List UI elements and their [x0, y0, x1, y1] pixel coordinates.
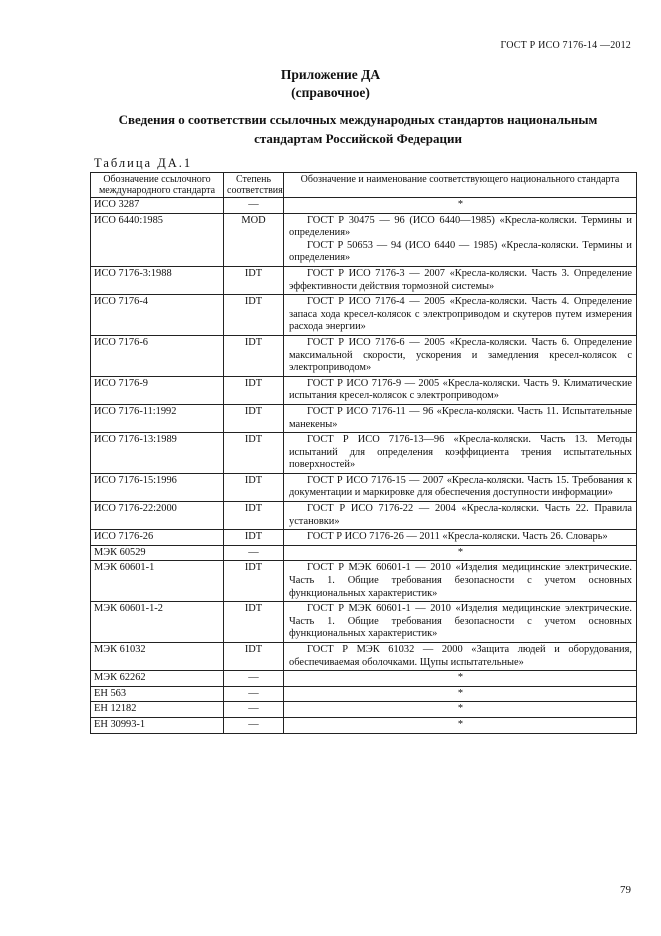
- header-degree: Степень соответствия: [224, 173, 284, 198]
- degree-cell: —: [224, 686, 284, 702]
- table-row: [91, 717, 637, 733]
- degree-cell: IDT: [224, 530, 284, 546]
- national-standard-cell: [284, 335, 637, 376]
- table-row: [91, 335, 637, 376]
- national-standard-cell: [284, 717, 637, 733]
- national-standard-entry: ГОСТ Р МЭК 60601-1 — 2010 «Изделия медицинские электрические. Часть 1. Общие требования безопасности с учетом основных функциональных характеристик»: [289, 603, 632, 640]
- national-standard-cell: [284, 502, 637, 530]
- national-standard-cell: [284, 545, 637, 561]
- ref-standard-cell: ИСО 7176-15:1996: [91, 473, 224, 501]
- standards-table: [90, 172, 637, 734]
- table-row: [91, 602, 637, 643]
- ref-standard-cell: МЭК 60601-1-2: [91, 602, 224, 643]
- ref-standard-cell: ИСО 7176-11:1992: [91, 404, 224, 432]
- national-standard-cell: [284, 530, 637, 546]
- table-row: [91, 686, 637, 702]
- degree-cell: IDT: [224, 266, 284, 294]
- national-standard-cell: [284, 433, 637, 474]
- national-standard-entry: *: [457, 199, 464, 210]
- national-standard-cell: [284, 376, 637, 404]
- table-row: [91, 545, 637, 561]
- annex-heading: [0, 66, 661, 102]
- table-row: [91, 198, 637, 214]
- table-body: [91, 198, 637, 734]
- table-row: [91, 702, 637, 718]
- national-standard-cell: [284, 266, 637, 294]
- ref-standard-cell: ИСО 7176-13:1989: [91, 433, 224, 474]
- annex-title: Приложение ДА: [280, 67, 381, 82]
- table-row: [91, 502, 637, 530]
- table-row: [91, 213, 637, 266]
- ref-standard-cell: МЭК 62262: [91, 671, 224, 687]
- ref-standard-cell: ИСО 6440:1985: [91, 213, 224, 266]
- degree-cell: —: [224, 671, 284, 687]
- ref-standard-cell: ЕН 563: [91, 686, 224, 702]
- degree-cell: IDT: [224, 602, 284, 643]
- ref-standard-cell: ИСО 7176-4: [91, 295, 224, 336]
- table-row: [91, 473, 637, 501]
- degree-cell: IDT: [224, 404, 284, 432]
- national-standard-entry: *: [457, 718, 464, 730]
- degree-cell: —: [224, 717, 284, 733]
- table-row: [91, 295, 637, 336]
- table-row: [91, 404, 637, 432]
- national-standard-entry: ГОСТ Р ИСО 7176-6 — 2005 «Кресла-коляски. Часть 6. Определение максимальной скорости, ускорения и замедления кресел-колясок с электроприводом»: [289, 336, 632, 374]
- national-standard-entry: ГОСТ Р ИСО 7176-9 — 2005 «Кресла-коляски. Часть 9. Климатические испытания кресел-колясок с электроприводом»: [289, 377, 632, 402]
- national-standard-entry: ГОСТ Р 30475 — 96 (ИСО 6440—1985) «Кресла-коляски. Термины и определения»: [289, 214, 632, 239]
- ref-standard-cell: ИСО 7176-3:1988: [91, 266, 224, 294]
- national-standard-entry: ГОСТ Р ИСО 7176-15 — 2007 «Кресла-коляски. Часть 15. Требования к документации и маркировке для обеспечения доступности информации»: [289, 474, 632, 499]
- national-standard-entry: ГОСТ Р МЭК 61032 — 2000 «Защита людей и оборудования, обеспечиваемая оболочками. Щупы испытательные»: [289, 644, 632, 668]
- degree-cell: —: [224, 702, 284, 718]
- national-standard-cell: [284, 702, 637, 718]
- national-standard-cell: [284, 213, 637, 266]
- national-standard-entry: ГОСТ Р ИСО 7176-26 — 2011 «Кресла-коляски. Часть 26. Словарь»: [307, 531, 608, 543]
- page-number: 79: [620, 884, 631, 896]
- national-standard-entry: ГОСТ Р ИСО 7176-13—96 «Кресла-коляски. Часть 13. Методы испытаний для определения коэффициента трения испытательных поверхностей»: [289, 434, 632, 471]
- ref-standard-cell: ЕН 30993-1: [91, 717, 224, 733]
- national-standard-entry: ГОСТ Р ИСО 7176-22 — 2004 «Кресла-коляски. Часть 22. Правила установки»: [289, 503, 632, 527]
- national-standard-entry: ГОСТ Р ИСО 7176-3 — 2007 «Кресла-коляски. Часть 3. Определение эффективности действия тормозной системы»: [289, 267, 632, 292]
- table-label: Таблица ДА.1: [94, 156, 193, 170]
- annex-subtitle: (справочное): [291, 85, 370, 100]
- table-container: [90, 172, 636, 734]
- national-standard-cell: [284, 602, 637, 643]
- national-standard-entry: ГОСТ Р ИСО 7176-4 — 2005 «Кресла-коляски. Часть 4. Определение запаса хода кресел-колясок с электроприводом и скутеров путем измерения расхода энергии»: [289, 296, 632, 333]
- section-title: Сведения о соответствии ссылочных международных стандартов национальным стандартам Российской Федерации: [118, 112, 598, 146]
- degree-cell: IDT: [224, 561, 284, 602]
- national-standard-entry: *: [457, 546, 464, 558]
- national-standard-cell: [284, 671, 637, 687]
- degree-cell: MOD: [224, 213, 284, 266]
- degree-cell: IDT: [224, 643, 284, 671]
- degree-cell: IDT: [224, 376, 284, 404]
- national-standard-cell: [284, 561, 637, 602]
- national-standard-entry: ГОСТ Р МЭК 60601-1 — 2010 «Изделия медицинские электрические. Часть 1. Общие требования безопасности с учетом основных функциональных характеристик»: [289, 562, 632, 599]
- degree-cell: IDT: [224, 433, 284, 474]
- ref-standard-cell: ЕН 12182: [91, 702, 224, 718]
- document-code: ГОСТ Р ИСО 7176-14 —2012: [500, 40, 631, 51]
- national-standard-entry: ГОСТ Р 50653 — 94 (ИСО 6440 — 1985) «Кресла-коляски. Термины и определения»: [289, 239, 632, 264]
- degree-cell: IDT: [224, 335, 284, 376]
- ref-standard-cell: МЭК 61032: [91, 643, 224, 671]
- degree-cell: IDT: [224, 502, 284, 530]
- table-row: [91, 643, 637, 671]
- national-standard-entry: *: [457, 687, 464, 699]
- table-row: [91, 671, 637, 687]
- table-row: [91, 433, 637, 474]
- national-standard-cell: [284, 473, 637, 501]
- table-header-row: [91, 173, 637, 198]
- national-standard-cell: [284, 643, 637, 671]
- ref-standard-cell: МЭК 60601-1: [91, 561, 224, 602]
- national-standard-cell: [284, 295, 637, 336]
- national-standard-entry: *: [457, 672, 464, 684]
- ref-standard-cell: ИСО 7176-26: [91, 530, 224, 546]
- degree-cell: —: [224, 198, 284, 214]
- header-national-standard: Обозначение и наименование соответствующего национального стандарта: [284, 173, 637, 198]
- table-row: [91, 266, 637, 294]
- ref-standard-cell: ИСО 7176-9: [91, 376, 224, 404]
- national-standard-entry: *: [457, 703, 464, 715]
- table-row: [91, 376, 637, 404]
- degree-cell: IDT: [224, 295, 284, 336]
- national-standard-cell: [284, 686, 637, 702]
- ref-standard-cell: ИСО 7176-22:2000: [91, 502, 224, 530]
- ref-standard-cell: МЭК 60529: [91, 545, 224, 561]
- table-row: [91, 530, 637, 546]
- national-standard-cell: [284, 198, 637, 214]
- national-standard-entry: ГОСТ Р ИСО 7176-11 — 96 «Кресла-коляски. Часть 11. Испытательные манекены»: [289, 405, 632, 430]
- national-standard-cell: [284, 404, 637, 432]
- header-ref-standard: Обозначение ссылочного международного стандарта: [91, 173, 224, 198]
- ref-standard-cell: ИСО 3287: [91, 198, 224, 214]
- degree-cell: IDT: [224, 473, 284, 501]
- table-row: [91, 561, 637, 602]
- degree-cell: —: [224, 545, 284, 561]
- ref-standard-cell: ИСО 7176-6: [91, 335, 224, 376]
